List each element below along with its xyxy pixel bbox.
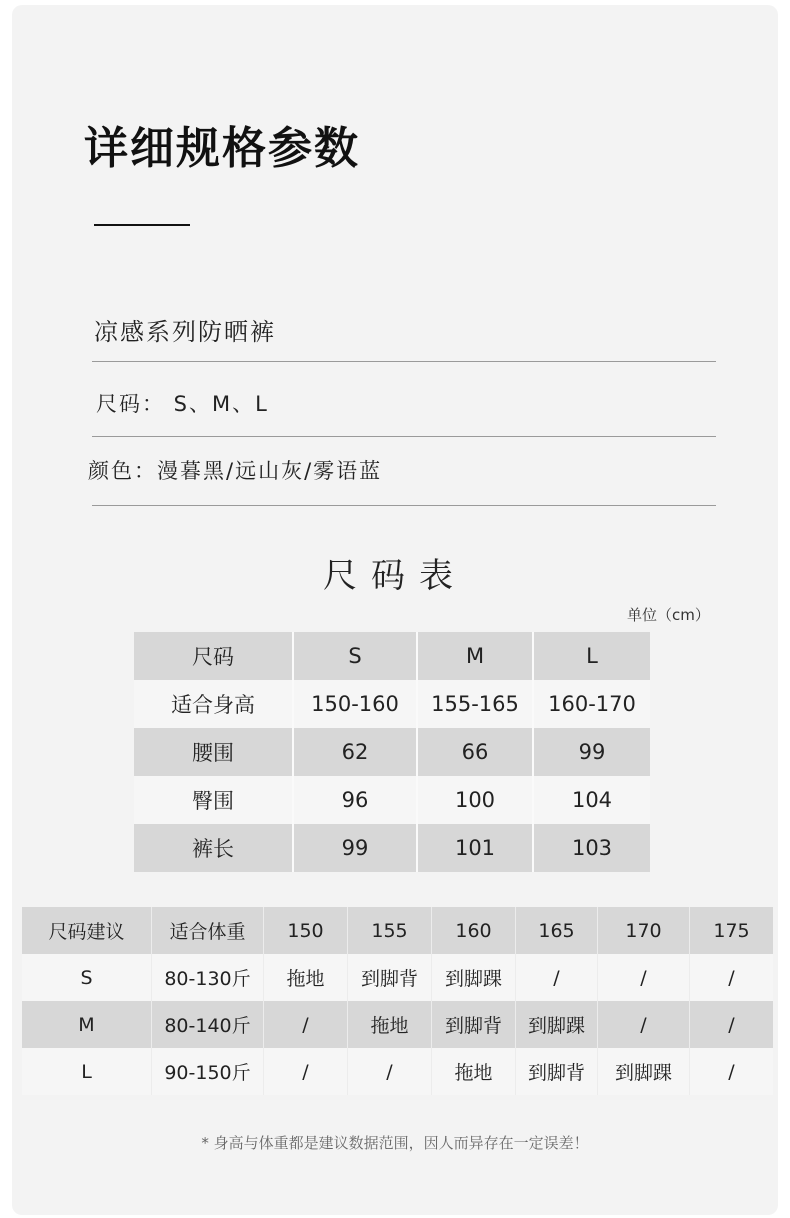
table-cell: 155 [348,907,432,954]
table-cell: 尺码建议 [22,907,152,954]
table-cell: 160-170 [534,680,650,728]
divider [92,505,716,506]
table-cell: 170 [598,907,690,954]
table-cell: 99 [534,728,650,776]
table-cell: 160 [432,907,516,954]
table-cell: 96 [294,776,418,824]
table-cell: 100 [418,776,534,824]
table-cell: / [264,1001,348,1048]
table-cell: 适合体重 [152,907,264,954]
table-row [134,680,650,728]
table-row [134,776,650,824]
table-cell: 150-160 [294,680,418,728]
table-cell: 80-130斤 [152,954,264,1001]
table-row [22,1048,773,1095]
table-cell: / [690,954,773,1001]
table-cell: / [264,1048,348,1095]
table-cell: L [534,632,650,680]
table-cell: 到脚背 [348,954,432,1001]
table-cell: 175 [690,907,773,954]
table-cell: / [516,954,598,1001]
table-cell: / [690,1048,773,1095]
table-cell: 62 [294,728,418,776]
table-cell: 腰围 [134,728,294,776]
table-cell: / [348,1048,432,1095]
table-cell: 80-140斤 [152,1001,264,1048]
table-cell: 103 [534,824,650,872]
size-chart-title: 尺码表 [323,556,467,596]
table-cell: S [22,954,152,1001]
table-cell: / [598,1001,690,1048]
table-cell: 150 [264,907,348,954]
table-cell: 99 [294,824,418,872]
table-cell: 155-165 [418,680,534,728]
size-chart-table [134,632,650,872]
table-cell: 101 [418,824,534,872]
table-cell: 到脚踝 [598,1048,690,1095]
table-cell: 适合身高 [134,680,294,728]
page-title: 详细规格参数 [84,123,360,174]
table-cell: S [294,632,418,680]
table-cell: 104 [534,776,650,824]
sizes-line: 尺码： S、M、L [96,392,269,416]
table-header-row [134,632,650,680]
title-underline [94,224,190,226]
table-cell: 尺码 [134,632,294,680]
table-cell: 拖地 [264,954,348,1001]
table-row [134,824,650,872]
table-row [22,954,773,1001]
table-cell: 臀围 [134,776,294,824]
table-cell: M [418,632,534,680]
table-cell: 66 [418,728,534,776]
table-cell: / [598,954,690,1001]
table-cell: M [22,1001,152,1048]
size-recommend-table [22,907,773,1095]
divider [92,436,716,437]
colors-line: 颜色：漫暮黑/远山灰/雾语蓝 [88,459,383,483]
table-cell: 90-150斤 [152,1048,264,1095]
table-cell: 拖地 [348,1001,432,1048]
table-cell: 拖地 [432,1048,516,1095]
table-cell: 165 [516,907,598,954]
product-name: 凉感系列防晒裤 [94,318,276,346]
table-cell: 到脚踝 [432,954,516,1001]
disclaimer-note: * 身高与体重都是建议数据范围，因人而异存在一定误差！ [201,1134,589,1152]
table-cell: L [22,1048,152,1095]
table-cell: 到脚背 [516,1048,598,1095]
divider [92,361,716,362]
table-row [134,728,650,776]
table-cell: 到脚踝 [516,1001,598,1048]
table-row [22,1001,773,1048]
table-cell: 裤长 [134,824,294,872]
table-header-row [22,907,773,954]
unit-label: 单位（cm） [627,606,710,624]
table-cell: 到脚背 [432,1001,516,1048]
table-cell: / [690,1001,773,1048]
